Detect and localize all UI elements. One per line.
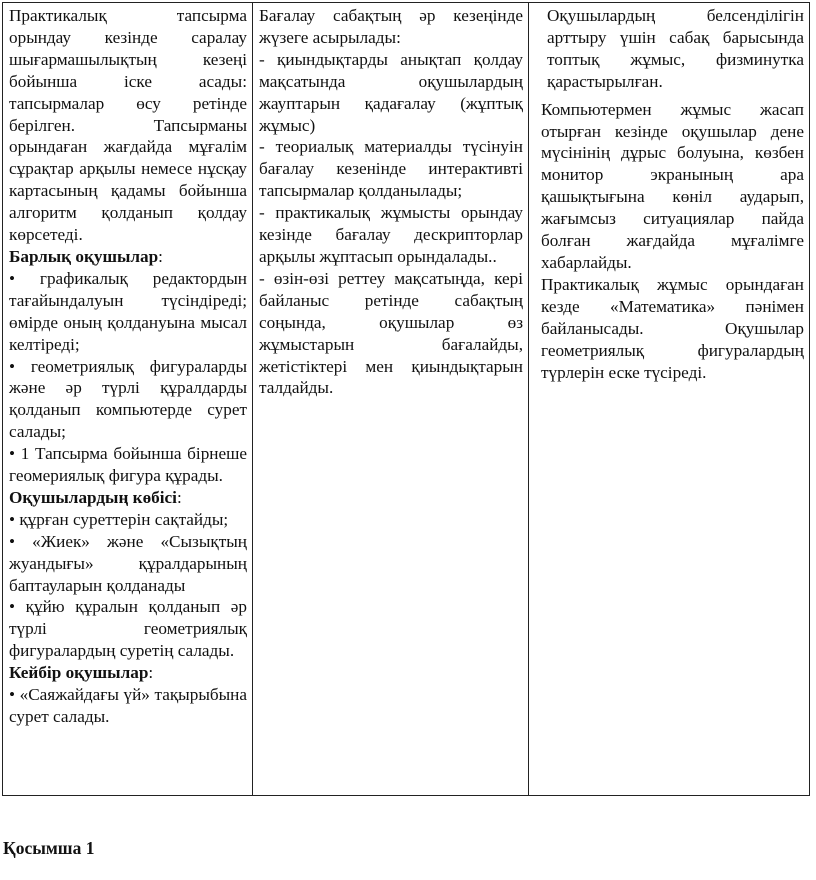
assessment-item: - қиындықтарды анықтап қолдау мақсатында оқушылардың жауптарын қадағалау (жұптық жұмыс) (259, 49, 523, 135)
group-all-label: Барлық оқушылар (9, 246, 159, 266)
group-some-label: Кейбір оқушылар (9, 663, 149, 683)
activity-paragraph: Оқушылардың белсенділігін арттыру үшін сабақ барысында топтық жұмыс, физминутка қарастырылған. (547, 6, 804, 91)
group-all-item: • 1 Тапсырма бойынша бірнеше геомериялық фигура құрады. (9, 444, 247, 486)
differentiation-cell (3, 3, 253, 796)
assessment-intro: Бағалау сабақтың әр кезеңінде жүзеге асырылады: (259, 6, 523, 47)
assessment-item: - өзін-өзі реттеу мақсатыңда, кері байланыс ретінде сабақтың соңында, оқушылар өз жұмыстарын бағалайды, жетістіктері мен қиындықтарын талдайды. (259, 268, 523, 398)
assessment-table (2, 2, 810, 796)
cross-curricular-paragraph: Практикалық жұмыс орындаған кезде «Математика» пәнімен байланысады. Оқушылар геометриялық фигуралардың түрлерін еске түсіреді. (541, 274, 804, 382)
safety-paragraph: Компьютермен жұмыс жасап отырған кезінде оқушылар дене мүсінінің дұрыс болуына, көзбен монитор экранының ара қашықтығына көніл аударып, жағымсыз ситуациялар пайда болған жағдайда мұғалімге хабарлайды. (541, 99, 804, 272)
group-some-colon: : (148, 663, 154, 683)
group-all-colon: : (158, 246, 163, 266)
group-most-colon: : (176, 487, 182, 507)
table-row (3, 3, 810, 796)
health-safety-cell (529, 3, 810, 796)
group-most-item: • «Жиек» және «Сызықтың жуандығы» құралдарының баптауларын қолданады (9, 531, 247, 595)
group-all-item: • графикалық редактордын тағайындалуын түсіндіреді; өмірде оның қолдануына мысал келтіреді; (9, 268, 247, 354)
differentiation-intro: Практикалық тапсырма орындау кезінде саралау шығармашылықтың кезеңі бойынша іске асады: тапсырмалар өсу ретінде берілген. Тапсырманы орындаған жағдайда мұғалім сұрақтар арқылы немесе нұсқау картасының қадамы бойынша алгоритм қолданып қолдау көрсетеді. (9, 6, 247, 245)
group-all-heading (9, 246, 247, 268)
group-most-item: • құрған суреттерін сақтайды; (9, 509, 229, 529)
group-most-heading (9, 487, 247, 509)
appendix-heading: Қосымша 1 (3, 838, 95, 858)
group-most-item: • құйю құралын қолданып әр түрлі геометриялық фигуралардың суретің салады. (9, 597, 247, 661)
assessment-item: - практикалық жұмысты орындау кезінде бағалау дескрипторлар арқылы жұптасып орындалады.. (259, 203, 523, 266)
group-some-heading (9, 662, 247, 684)
group-some-item: • «Саяжайдағы үй» тақырыбына сурет салады. (9, 685, 247, 726)
assessment-cell (253, 3, 529, 796)
group-most-label: Оқушылардың көбісі (9, 487, 177, 507)
assessment-item: - теориалық материалды түсінуін бағалау кезенінде интерактивті тапсырмалар қолданылады; (259, 137, 523, 201)
group-all-item: • геометриялық фигураларды және әр түрлі құралдарды қолданып компьютерде сурет салады; (9, 356, 247, 442)
health-safety-content (535, 5, 804, 383)
